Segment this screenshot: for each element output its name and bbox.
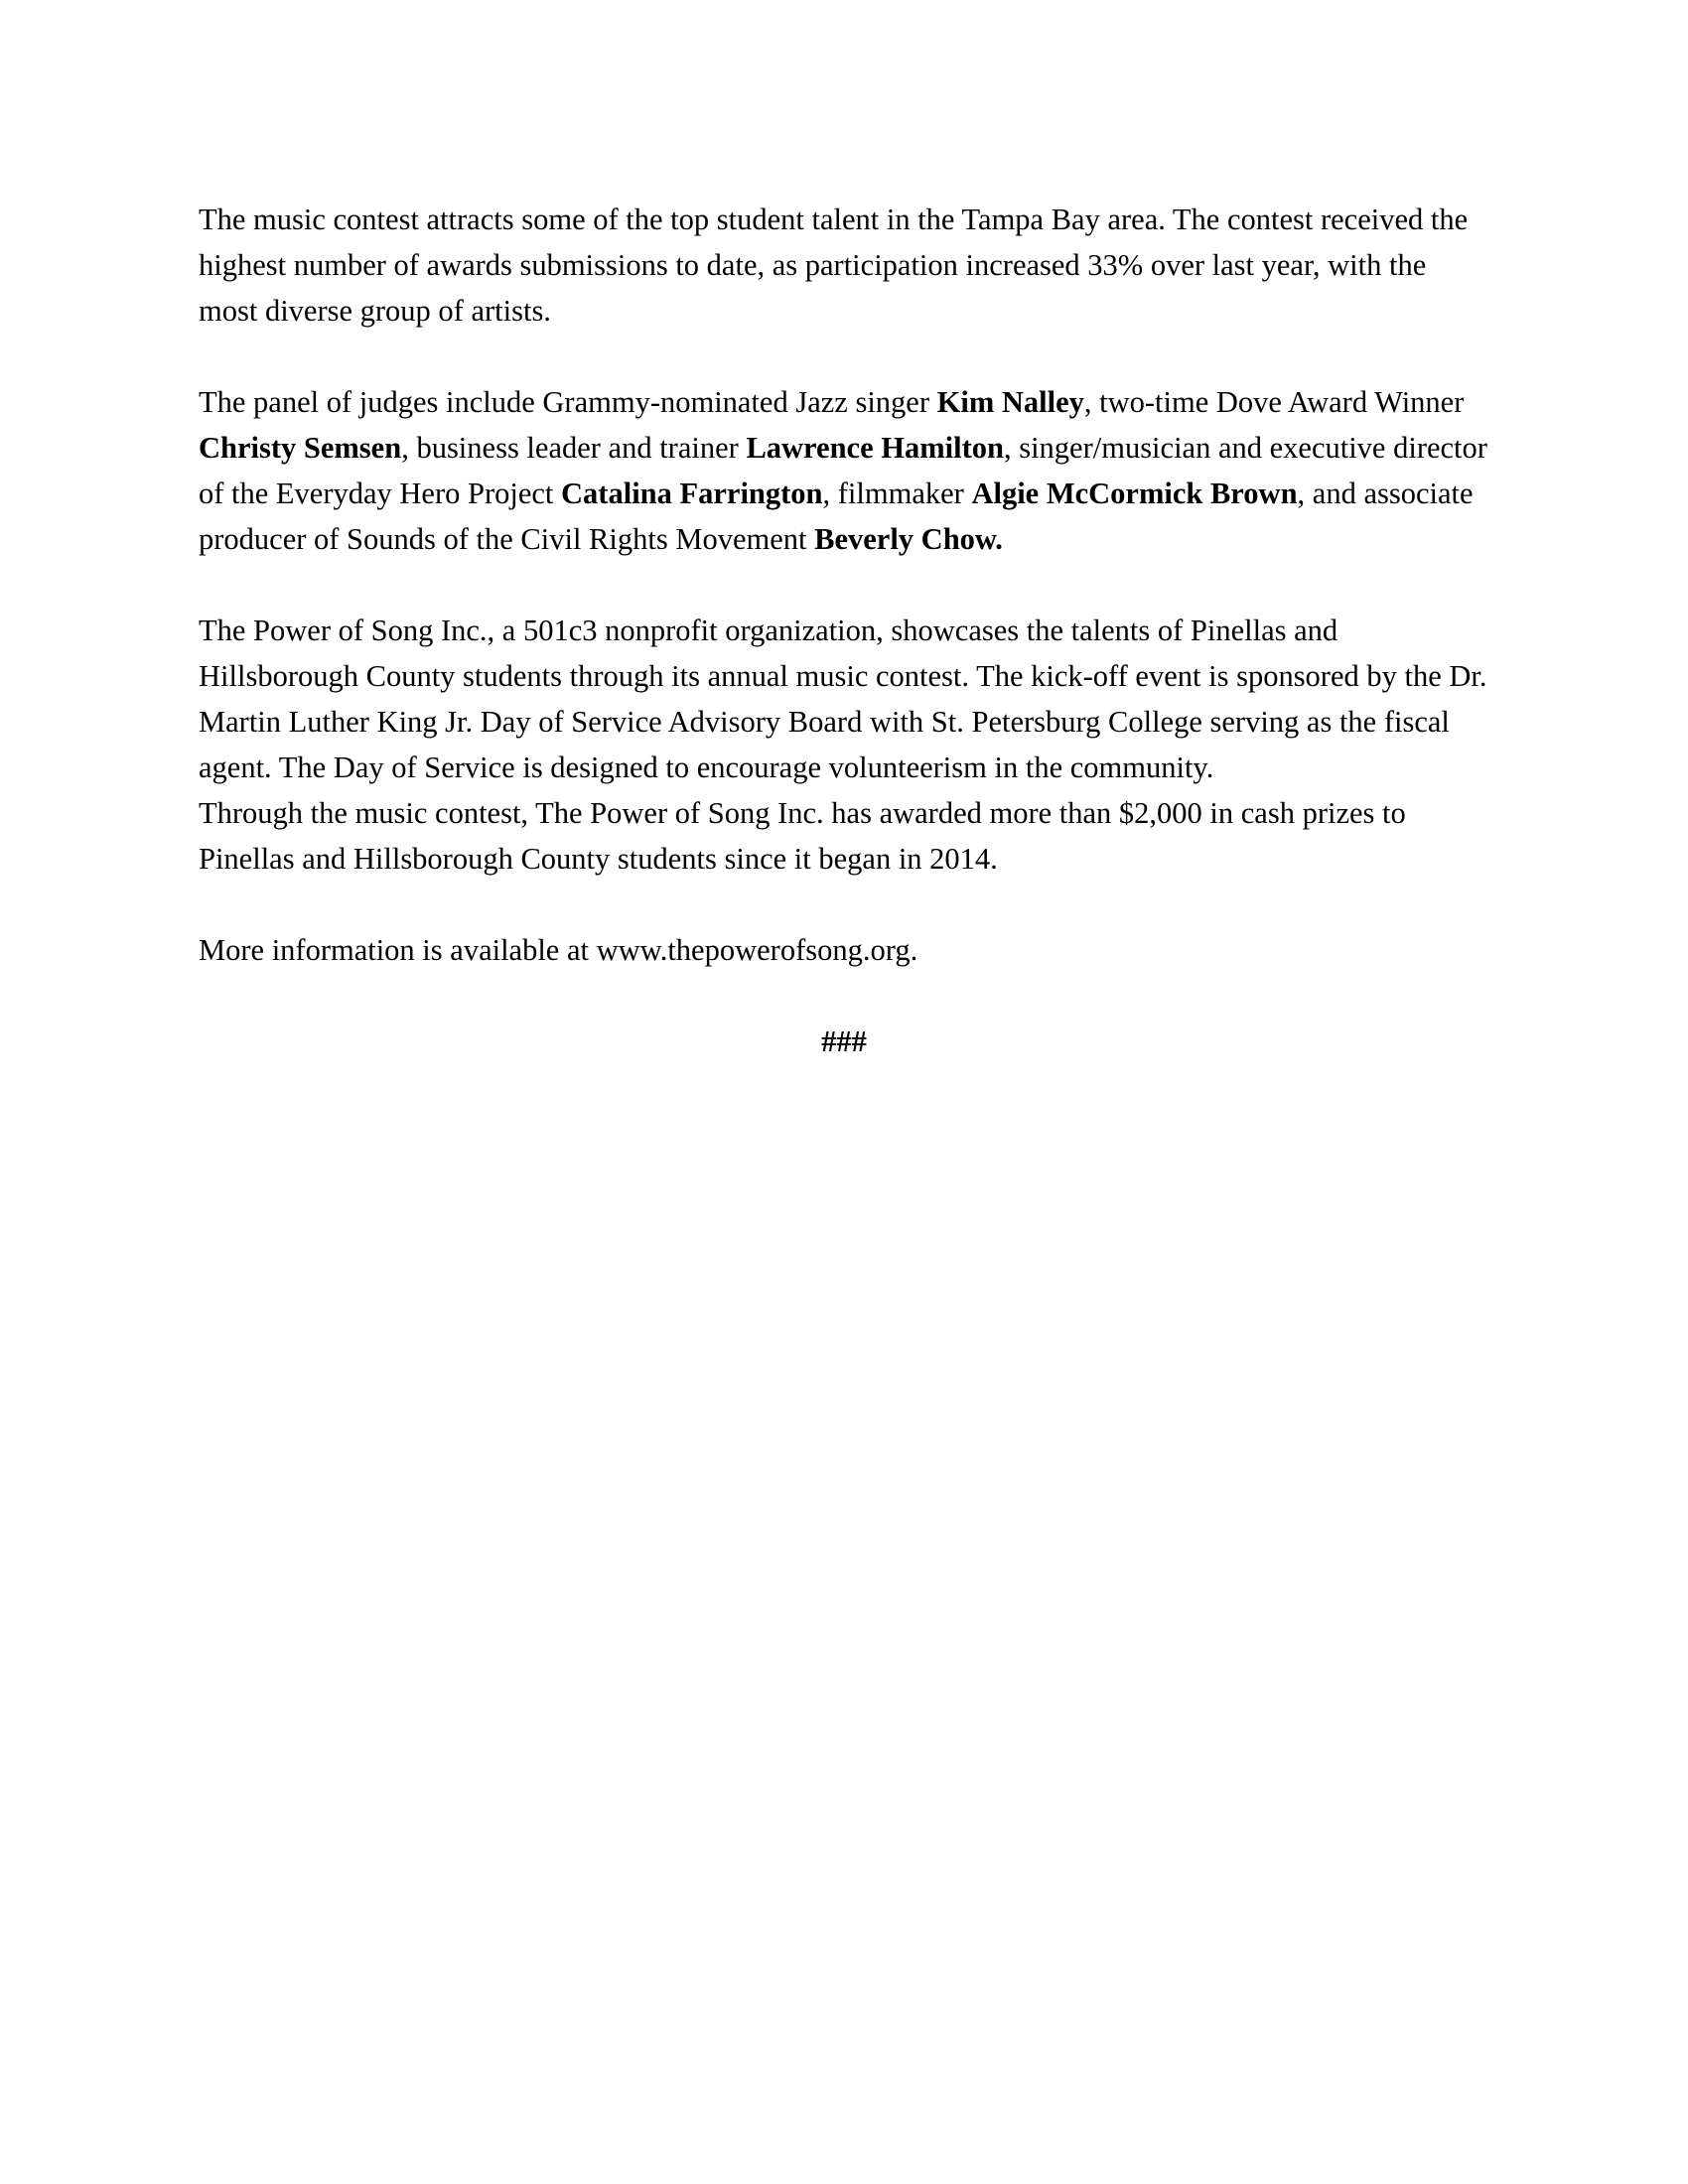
judges-text-3: , business leader and trainer — [401, 431, 747, 465]
judges-text-2: , two-time Dove Award Winner — [1083, 385, 1465, 419]
judges-text-6: , and associate producer of Sounds of the Civil Rights Movement — [199, 477, 1474, 556]
judge-name-lawrence-hamilton: Lawrence Hamilton — [746, 431, 1004, 465]
judges-text-1: The panel of judges include Grammy-nominated Jazz singer — [199, 385, 937, 419]
paragraph-judges — [199, 379, 1489, 562]
paragraph-more-info: More information is available at www.thepowerofsong.org. — [199, 933, 918, 967]
end-mark: ### — [821, 1024, 867, 1058]
document-body — [199, 197, 1489, 1110]
paragraph-organization: The Power of Song Inc., a 501c3 nonprofit organization, showcases the talents of Pinellas and Hillsborough County students through its annual music contest. The kick-off event is sponsored by the Dr. Martin Luther King Jr. Day of Service Advisory Board with St. Petersburg College serving as the fiscal agent. The Day of Service is designed to encourage volunteerism in the community. — [199, 614, 1487, 784]
judge-name-beverly-chow: Beverly Chow. — [814, 522, 1003, 556]
judge-name-algie-mccormick-brown: Algie McCormick Brown — [971, 477, 1298, 510]
judge-name-christy-semsen: Christy Semsen — [199, 431, 402, 465]
judges-text-5: , filmmaker — [822, 477, 972, 510]
judge-name-catalina-farrington: Catalina Farrington — [561, 477, 823, 510]
paragraph-cash-prizes: Through the music contest, The Power of Song Inc. has awarded more than $2,000 in cash prizes to Pinellas and Hillsborough County students since it began in 2014. — [199, 796, 1406, 876]
paragraph-music-contest: The music contest attracts some of the top student talent in the Tampa Bay area. The contest received the highest number of awards submissions to date, as participation increased 33% over last year, with the most diverse group of artists. — [199, 203, 1469, 328]
judges-text-4: , singer/musician and executive director of the Everyday Hero Project — [199, 431, 1487, 510]
judge-name-kim-nalley: Kim Nalley — [936, 385, 1084, 419]
